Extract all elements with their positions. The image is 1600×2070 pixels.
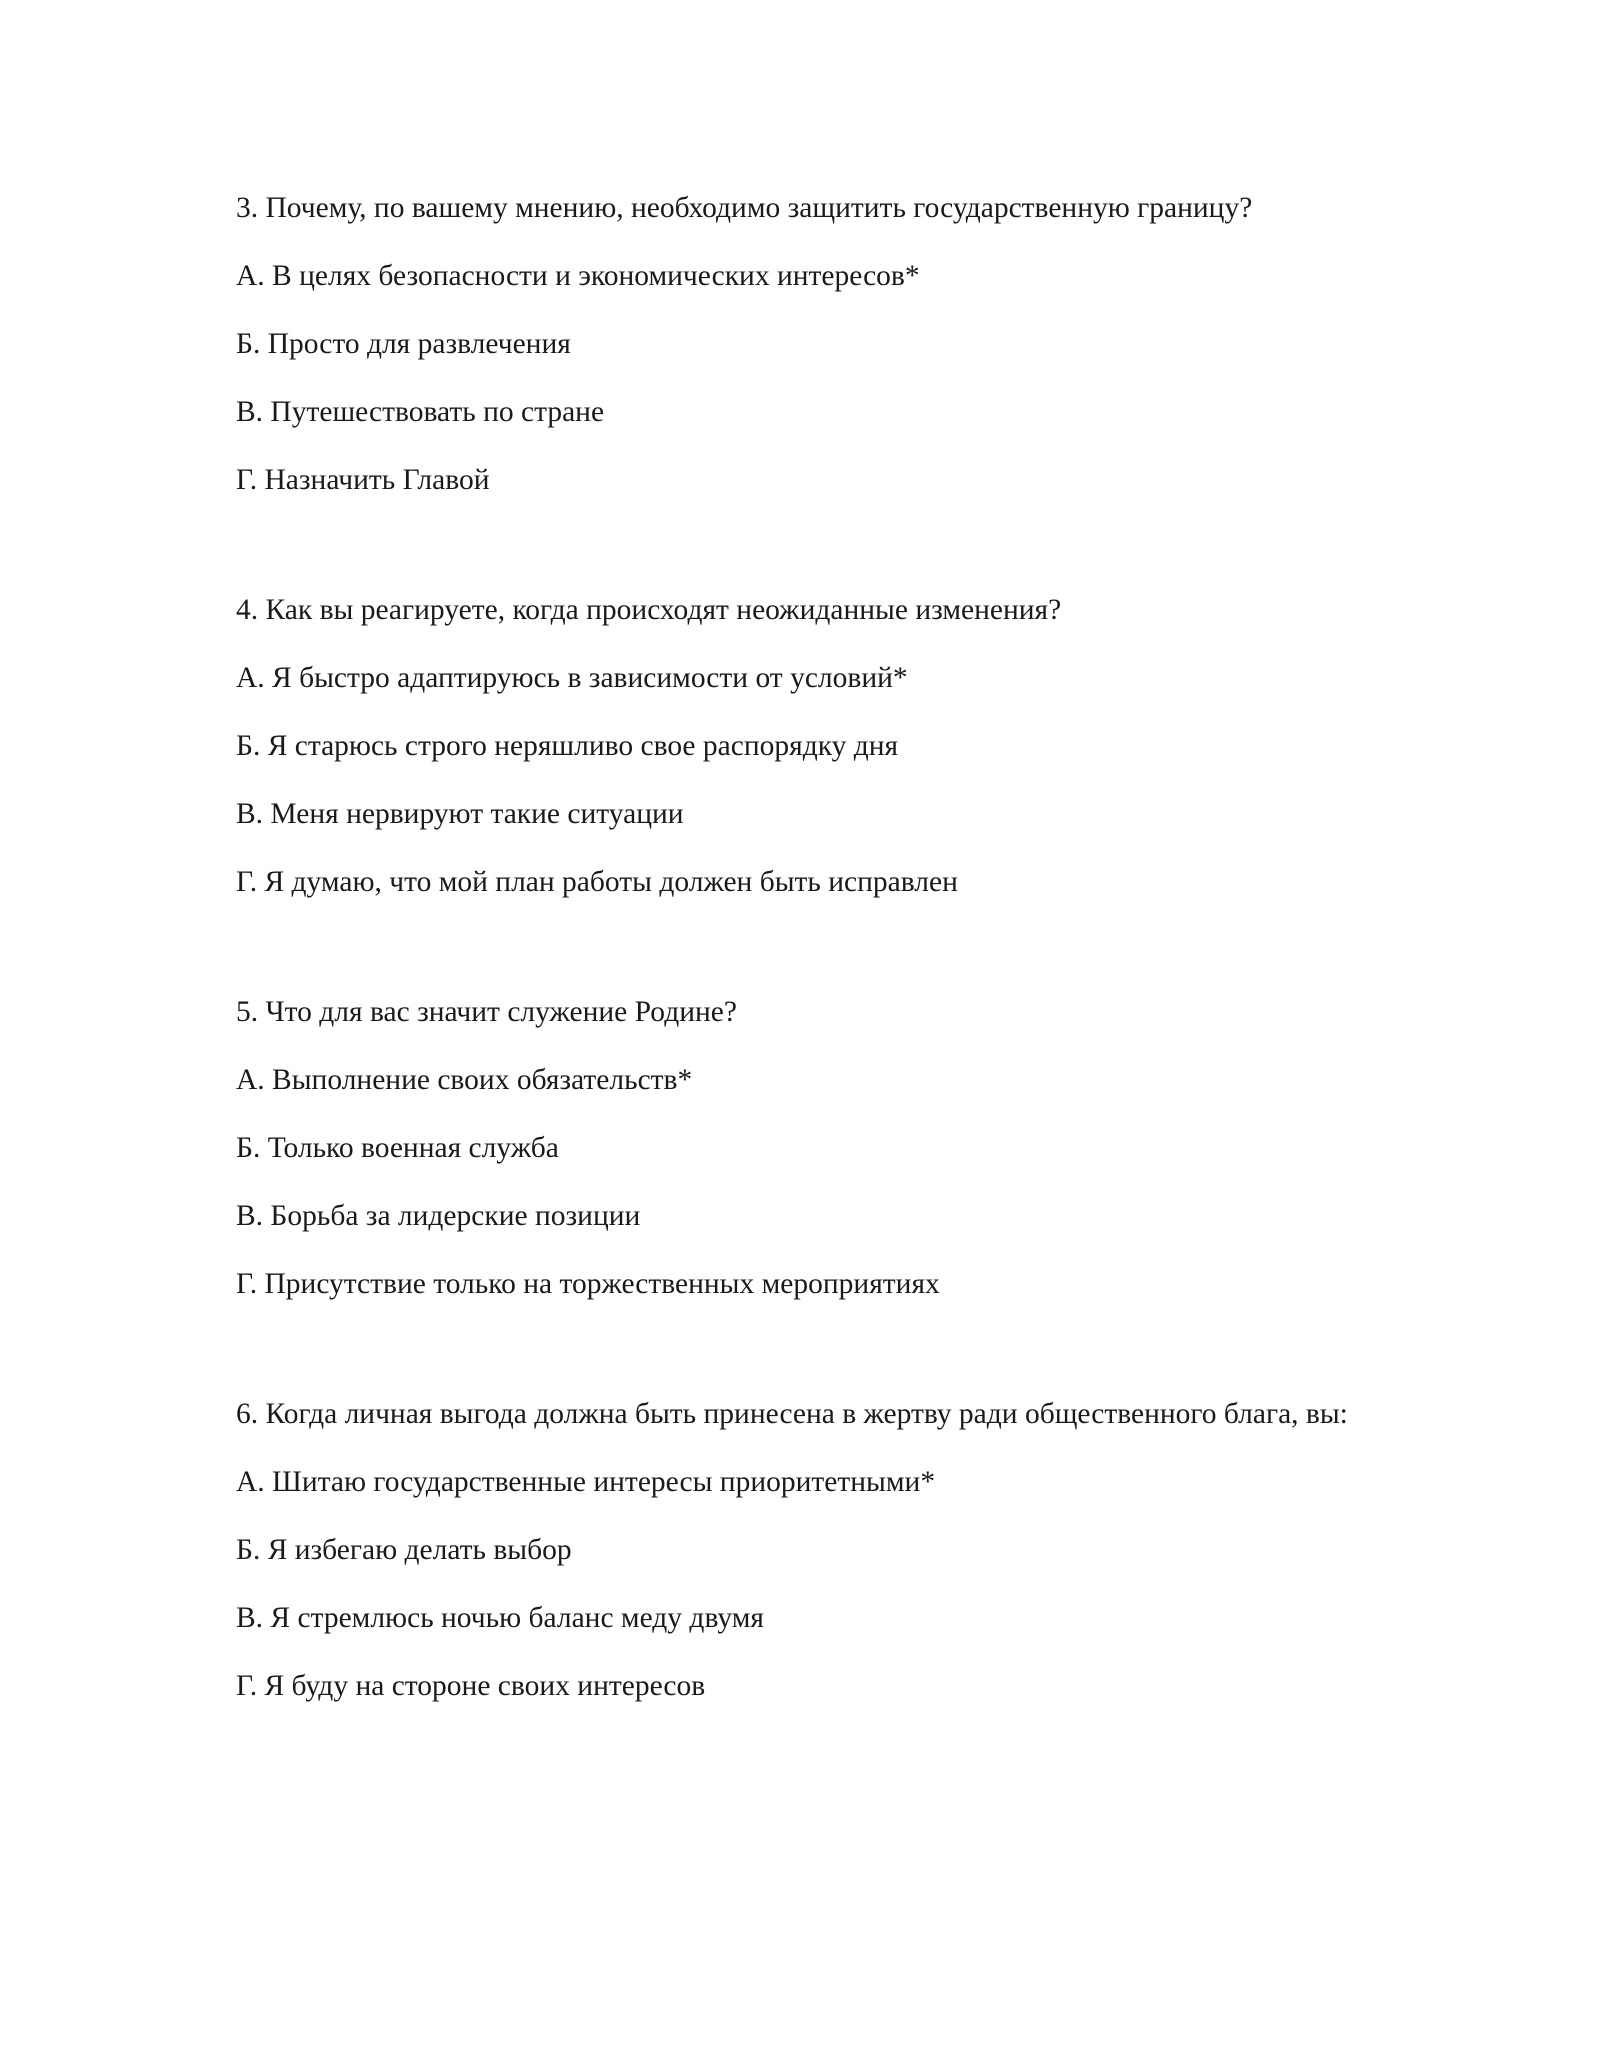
question-5-option-a: А. Выполнение своих обязательств*	[236, 1064, 693, 1096]
question-4-option-a: А. Я быстро адаптируюсь в зависимости от условий*	[236, 662, 908, 694]
question-3-option-a: А. В целях безопасности и экономических интересов*	[236, 260, 920, 292]
question-block-4	[236, 590, 1366, 903]
question-3-option-v: В. Путешествовать по стране	[236, 396, 605, 428]
question-block-3	[236, 188, 1366, 501]
document-body	[236, 188, 1366, 1707]
question-4-text: 4. Как вы реагируете, когда происходят неожиданные изменения?	[236, 594, 1062, 626]
question-5-option-g: Г. Присутствие только на торжественных мероприятиях	[236, 1268, 940, 1300]
question-6-option-v: В. Я стремлюсь ночью баланс меду двумя	[236, 1602, 764, 1634]
question-4-option-b: Б. Я старюсь строго неряшливо свое распорядку дня	[236, 730, 899, 762]
question-block-6	[236, 1394, 1366, 1707]
question-6-option-b: Б. Я избегаю делать выбор	[236, 1534, 572, 1566]
question-3-text: 3. Почему, по вашему мнению, необходимо защитить государственную границу?	[236, 192, 1253, 224]
question-5-text: 5. Что для вас значит служение Родине?	[236, 996, 737, 1028]
question-5-option-b: Б. Только военная служба	[236, 1132, 559, 1164]
question-5-option-v: В. Борьба за лидерские позиции	[236, 1200, 641, 1232]
question-6-option-g: Г. Я буду на стороне своих интересов	[236, 1670, 706, 1702]
question-3-option-g: Г. Назначить Главой	[236, 464, 490, 496]
question-4-option-v: В. Меня нервируют такие ситуации	[236, 798, 684, 830]
question-6-option-a: А. Шитаю государственные интересы приоритетными*	[236, 1466, 936, 1498]
question-block-5	[236, 992, 1366, 1305]
question-4-option-g: Г. Я думаю, что мой план работы должен быть исправлен	[236, 866, 958, 898]
question-6-text: 6. Когда личная выгода должна быть принесена в жертву ради общественного блага, вы:	[236, 1398, 1348, 1430]
question-3-option-b: Б. Просто для развлечения	[236, 328, 571, 360]
